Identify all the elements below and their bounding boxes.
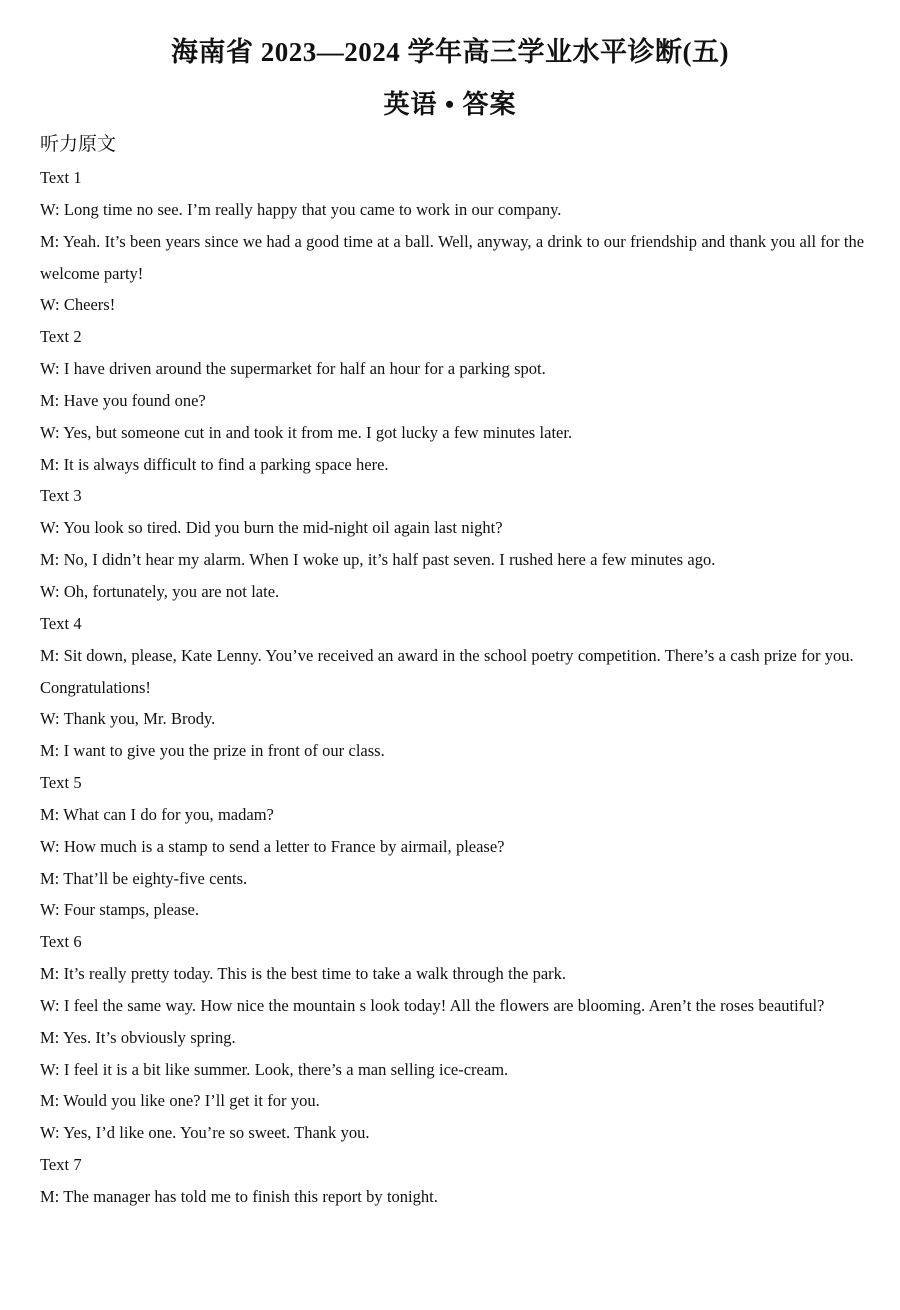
transcript-line: M: Would you like one? I’ll get it for you. — [40, 1091, 320, 1111]
transcript-line: Text 5 — [40, 773, 82, 793]
transcript-line: M: It is always difficult to find a parking space here. — [40, 454, 389, 474]
transcript-line: W: How much is a stamp to send a letter to France by airmail, please? — [40, 836, 505, 856]
transcript-line: Text 2 — [40, 327, 82, 347]
transcript-line: W: I feel the same way. How nice the mountain s look today! All the flowers are blooming. Aren’t the roses beautiful? — [40, 995, 825, 1015]
section-heading-listening-transcript: 听力原文 — [40, 133, 117, 155]
transcript-line: Text 3 — [40, 486, 82, 506]
document-title: 海南省 2023—2024 学年高三学业水平诊断(五) — [171, 37, 729, 67]
transcript-line: W: Oh, fortunately, you are not late. — [40, 581, 280, 601]
transcript-line: M: I want to give you the prize in front of our class. — [40, 741, 385, 761]
transcript-line: M: No, I didn’t hear my alarm. When I woke up, it’s half past seven. I rushed here a few minutes ago. — [40, 550, 716, 570]
transcript-line: Text 4 — [40, 613, 82, 633]
document-subtitle: 英语 • 答案 — [383, 90, 517, 119]
transcript-line: W: Cheers! — [40, 295, 116, 315]
transcript-line: W: Thank you, Mr. Brody. — [40, 709, 216, 729]
transcript-line: M: Sit down, please, Kate Lenny. You’ve received an award in the school poetry competition. There’s a cash prize for you. Congratulations! — [40, 645, 854, 697]
transcript-line: W: Yes, but someone cut in and took it from me. I got lucky a few minutes later. — [40, 422, 573, 442]
transcript-line: Text 1 — [40, 168, 82, 187]
transcript-line: W: Four stamps, please. — [40, 900, 200, 920]
transcript-line: M: What can I do for you, madam? — [40, 804, 274, 824]
transcript-line: W: I have driven around the supermarket for half an hour for a parking spot. — [40, 359, 546, 379]
transcript-line: M: That’ll be eighty-five cents. — [40, 868, 248, 888]
transcript-line: Text 6 — [40, 932, 82, 952]
transcript-line: M: The manager has told me to finish this report by tonight. — [40, 1187, 438, 1206]
transcript-line: W: Long time no see. I’m really happy that you came to work in our company. — [40, 199, 562, 219]
transcript-line: W: Yes, I’d like one. You’re so sweet. Thank you. — [40, 1123, 370, 1143]
transcript-line: M: Yeah. It’s been years since we had a good time at a ball. Well, anyway, a drink to our friendship and thank you all for the welcome party! — [40, 231, 865, 283]
listening-transcript — [40, 162, 866, 1213]
transcript-line: M: Have you found one? — [40, 390, 206, 410]
transcript-line: M: It’s really pretty today. This is the best time to take a walk through the park. — [40, 964, 567, 984]
transcript-line: W: You look so tired. Did you burn the mid-night oil again last night? — [40, 518, 503, 538]
transcript-line: Text 7 — [40, 1155, 82, 1175]
transcript-line: M: Yes. It’s obviously spring. — [40, 1027, 236, 1047]
transcript-line: W: I feel it is a bit like summer. Look, there’s a man selling ice-cream. — [40, 1059, 509, 1079]
